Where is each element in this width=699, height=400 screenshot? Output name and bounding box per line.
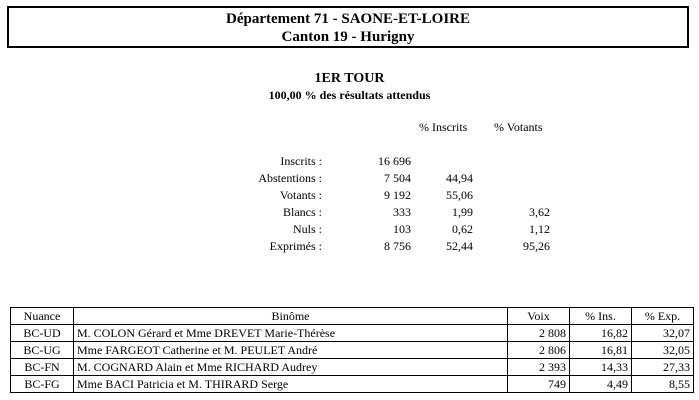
stat-label: Abstentions : bbox=[258, 171, 322, 185]
stat-pct-inscrits: 1,99 bbox=[452, 205, 473, 219]
col-header-pct-ins: % Ins. bbox=[570, 308, 632, 325]
cell-voix: 2 806 bbox=[508, 342, 570, 359]
cell-pct-exp: 32,07 bbox=[632, 325, 694, 342]
cell-voix: 749 bbox=[508, 376, 570, 393]
stat-value: 7 504 bbox=[384, 171, 411, 185]
col-header-pct-exp: % Exp. bbox=[632, 308, 694, 325]
stat-label: Blancs : bbox=[283, 205, 322, 219]
stat-label: Inscrits : bbox=[280, 154, 322, 168]
stat-row-nuls bbox=[0, 222, 699, 239]
cell-pct-exp: 32,05 bbox=[632, 342, 694, 359]
cell-nuance: BC-FG bbox=[11, 376, 74, 393]
stat-label: Nuls : bbox=[292, 222, 322, 236]
cell-nuance: BC-UG bbox=[11, 342, 74, 359]
department-header bbox=[7, 6, 689, 48]
candidates-results-table bbox=[10, 307, 694, 393]
stat-value: 16 696 bbox=[378, 154, 411, 168]
stat-value: 8 756 bbox=[384, 239, 411, 253]
stat-row-inscrits bbox=[0, 154, 699, 171]
cell-binome: M. COGNARD Alain et Mme RICHARD Audrey bbox=[74, 359, 508, 376]
stat-pct-inscrits: 44,94 bbox=[446, 171, 473, 185]
table-row bbox=[11, 359, 694, 376]
stat-pct-inscrits: 52,44 bbox=[446, 239, 473, 253]
stat-row-votants bbox=[0, 188, 699, 205]
stat-value: 103 bbox=[393, 222, 411, 236]
cell-pct-exp: 8,55 bbox=[632, 376, 694, 393]
round-title: 1ER TOUR bbox=[314, 71, 385, 86]
stat-label: Exprimés : bbox=[269, 239, 322, 253]
stat-value: 333 bbox=[393, 205, 411, 219]
table-row bbox=[11, 376, 694, 393]
canton-title: Canton 19 - Hurigny bbox=[281, 29, 415, 45]
stat-pct-votants: 3,62 bbox=[529, 205, 550, 219]
cell-voix: 2 393 bbox=[508, 359, 570, 376]
cell-nuance: BC-FN bbox=[11, 359, 74, 376]
stat-row-exprimes bbox=[0, 239, 699, 256]
cell-binome: Mme FARGEOT Catherine et M. PEULET André bbox=[74, 342, 508, 359]
stat-label: Votants : bbox=[279, 188, 322, 202]
cell-voix: 2 808 bbox=[508, 325, 570, 342]
stat-row-abstentions bbox=[0, 171, 699, 188]
cell-pct-ins: 16,81 bbox=[570, 342, 632, 359]
col-header-nuance: Nuance bbox=[11, 308, 74, 325]
cell-binome: Mme BACI Patricia et M. THIRARD Serge bbox=[74, 376, 508, 393]
stat-value: 9 192 bbox=[384, 188, 411, 202]
table-row bbox=[11, 325, 694, 342]
department-title: Département 71 - SAONE-ET-LOIRE bbox=[225, 11, 471, 27]
stat-pct-votants: 1,12 bbox=[529, 222, 550, 236]
cell-pct-exp: 27,33 bbox=[632, 359, 694, 376]
results-progress: 100,00 % des résultats attendus bbox=[268, 88, 431, 102]
col-header-pct-inscrits: % Inscrits bbox=[419, 120, 468, 134]
col-header-voix: Voix bbox=[508, 308, 570, 325]
cell-pct-ins: 16,82 bbox=[570, 325, 632, 342]
stat-pct-inscrits: 0,62 bbox=[452, 222, 473, 236]
stat-row-blancs bbox=[0, 205, 699, 222]
col-header-pct-votants: % Votants bbox=[494, 120, 543, 134]
cell-pct-ins: 4,49 bbox=[570, 376, 632, 393]
table-row bbox=[11, 342, 694, 359]
table-header-row bbox=[11, 308, 694, 325]
col-header-binome: Binôme bbox=[74, 308, 508, 325]
stat-pct-votants: 95,26 bbox=[523, 239, 550, 253]
cell-binome: M. COLON Gérard et Mme DREVET Marie-Thérèse bbox=[74, 325, 508, 342]
cell-nuance: BC-UD bbox=[11, 325, 74, 342]
stat-pct-inscrits: 55,06 bbox=[446, 188, 473, 202]
cell-pct-ins: 14,33 bbox=[570, 359, 632, 376]
